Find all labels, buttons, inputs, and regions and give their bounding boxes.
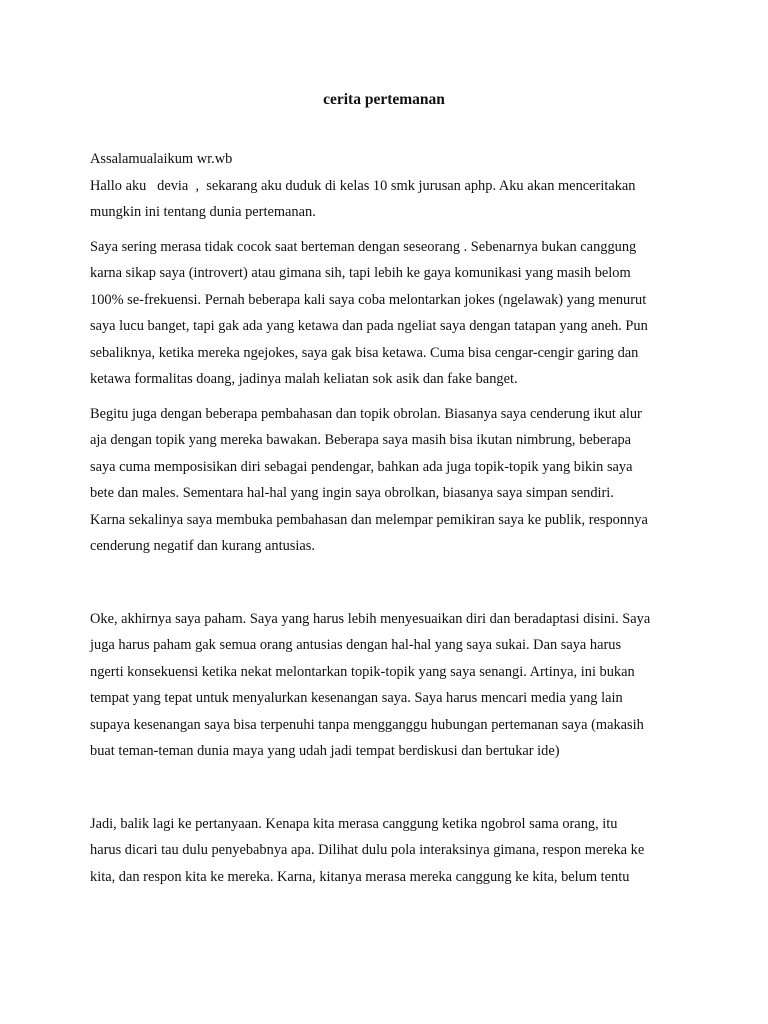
text-line: sebaliknya, ketika mereka ngejokes, saya gak bisa ketawa. Cuma bisa cengar-cengir garing dan — [90, 344, 639, 361]
text-line: tempat yang tepat untuk menyalurkan kesenangan saya. Saya harus mencari media yang lain — [90, 690, 623, 706]
text-line: juga harus paham gak semua orang antusias dengan hal-hal yang saya sukai. Dan saya harus — [90, 637, 622, 653]
paragraph-spacer — [90, 226, 686, 234]
document-title: cerita pertemanan — [323, 91, 445, 108]
paragraph-topics — [90, 401, 686, 560]
text-line: Karna sekalinya saya membuka pembahasan dan melempar pemikiran saya ke publik, responnya — [90, 511, 648, 528]
text-line: 100% se-frekuensi. Pernah beberapa kali saya coba melontarkan jokes (ngelawak) yang menurut — [90, 291, 647, 308]
text-line: supaya kesenangan saya bisa terpenuhi tanpa mengganggu hubungan pertemanan saya (makasih — [90, 716, 644, 733]
text-line: karna sikap saya (introvert) atau gimana sih, tapi lebih ke gaya komunikasi yang masih belom — [90, 265, 631, 281]
paragraph-spacer — [90, 393, 686, 401]
text-line: Oke, akhirnya saya paham. Saya yang harus lebih menyesuaikan diri dan beradaptasi disini. Saya — [90, 610, 651, 627]
text-line: kita, dan respon kita ke mereka. Karna, kitanya merasa mereka canggung ke kita, belum tentu — [90, 868, 630, 885]
text-line: saya lucu banget, tapi gak ada yang ketawa dan pada ngeliat saya dengan tatapan yang aneh. Pun — [90, 318, 648, 334]
paragraph-intro — [90, 173, 686, 226]
text-line: saya cuma memposisikan diri sebagai pendengar, bahkan ada juga topik-topik yang bikin saya — [90, 458, 633, 475]
text-line: ketawa formalitas doang, jadinya malah keliatan sok asik dan fake banget. — [90, 371, 518, 387]
text-line: bete dan males. Sementara hal-hal yang ingin saya obrolkan, biasanya saya simpan sendiri. — [90, 485, 614, 501]
paragraph-spacer — [90, 560, 686, 606]
paragraph-conclusion — [90, 811, 686, 891]
text-line: Jadi, balik lagi ke pertanyaan. Kenapa kita merasa canggung ketika ngobrol sama orang, itu — [90, 815, 618, 832]
text-line: Begitu juga dengan beberapa pembahasan dan topik obrolan. Biasanya saya cenderung ikut alur — [90, 405, 642, 422]
text-line: buat teman-teman dunia maya yang udah jadi tempat berdiskusi dan bertukar ide) — [90, 743, 560, 759]
text-line: Assalamualaikum wr.wb — [90, 151, 233, 167]
paragraph-communication — [90, 234, 686, 393]
text-line: aja dengan topik yang mereka bawakan. Beberapa saya masih bisa ikutan nimbrung, beberapa — [90, 432, 632, 448]
text-line: mungkin ini tentang dunia pertemanan. — [90, 204, 316, 220]
text-line: Saya sering merasa tidak cocok saat berteman dengan seseorang . Sebenarnya bukan canggung — [90, 238, 637, 255]
text-line: harus dicari tau dulu penyebabnya apa. Dilihat dulu pola interaksinya gimana, respon mereka ke — [90, 842, 645, 858]
paragraph-spacer — [90, 765, 686, 811]
paragraph-adaptation — [90, 606, 686, 765]
text-line: cenderung negatif dan kurang antusias. — [90, 538, 315, 554]
text-line: Hallo aku devia , sekarang aku duduk di kelas 10 smk jurusan aphp. Aku akan menceritakan — [90, 177, 636, 194]
greeting-line — [90, 146, 686, 173]
text-line: ngerti konsekuensi ketika nekat melontarkan topik-topik yang saya senangi. Artinya, ini bukan — [90, 663, 635, 680]
document-body — [90, 146, 686, 890]
